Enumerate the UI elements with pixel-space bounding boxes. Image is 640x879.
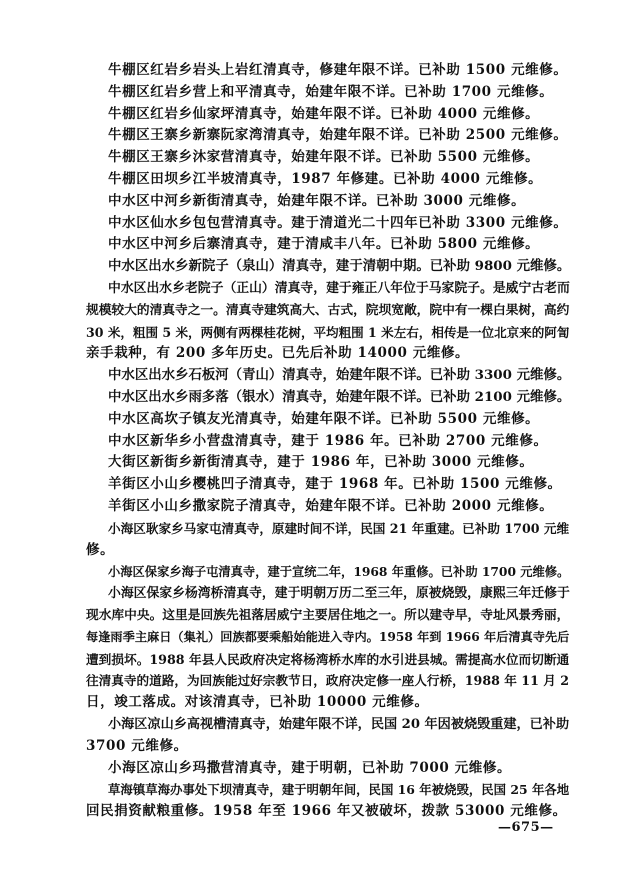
text-line: 中水区中河乡新街清真寺，始建年限不详。已补助 3000 元维修。	[108, 192, 526, 209]
text-line: 羊街区小山乡樱桃凹子清真寺，建于 1968 年。已补助 1500 元维修。	[108, 476, 562, 493]
text-line: 草海镇草海办事处下坝清真寺，建于明朝年间，民国 16 年被烧毁，民国 25 年各地	[108, 782, 570, 798]
text-line: 中水区仙水乡包包营清真寺。建于清道光二十四年已补助 3300 元维修。	[108, 214, 568, 231]
text-line: 中水区出水乡雨多落（银水）清真寺，始建年限不详。已补助 2100 元维修。	[108, 389, 571, 405]
text-line: 回民捐资献粮重修。1958 年至 1966 年又被破坏，拨款 53000 元维修。	[86, 803, 567, 820]
text-line: 中水区出水乡新院子（泉山）清真寺，建于清朝中期。已补助 9800 元维修。	[108, 258, 571, 275]
text-line: 日，竣工落成。对该清真寺，已补助 10000 元维修。	[86, 694, 429, 711]
text-line: 30 米，粗围 5 米，两侧有两棵桂花树，平均粗围 1 米左右，相传是一位北京来的阿訇	[86, 324, 570, 340]
text-line: 现水库中央。这里是回族先祖落居威宁主要居住地之一。所以建寺早，寺址风景秀丽，	[86, 608, 570, 623]
text-line: 每逢雨季主麻日（集礼）回族都要乘船始能进入寺内。1958 年到 1966 年后清真寺先后	[86, 629, 570, 644]
text-line: 亲手栽种，有 200 多年历史。已先后补助 14000 元维修。	[86, 345, 470, 362]
text-line: 小海区耿家乡马家屯清真寺，原建时间不详，民国 21 年重建。已补助 1700 元维	[108, 520, 570, 536]
text-line: 牛棚区王寨乡沐家营清真寺，始建年限不详。已补助 5500 元维修。	[108, 149, 540, 166]
text-line: 牛棚区红岩乡岩头上岩红清真寺，修建年限不详。已补助 1500 元维修。	[108, 62, 568, 78]
page-number: —675—	[498, 820, 554, 835]
text-line: 规模较大的清真寺之一。清真寺建筑高大、古式，院坝宽敞，院中有一棵白果树，高约	[86, 302, 570, 318]
text-line: 小海区保家乡杨湾桥清真寺，建于明朝万历二至三年，原被烧毁，康熙三年迁修于	[108, 586, 570, 602]
text-line: 往清真寺的道路，为回族能过好宗教节日，政府决定修一座人行桥，1988 年 11 月 2	[86, 673, 570, 689]
text-line: 修。	[86, 541, 115, 558]
text-line: 中水区出水乡老院子（正山）清真寺，建于雍正八年位于马家院子。是威宁古老而	[108, 281, 570, 296]
text-line: 中水区出水乡石板河（青山）清真寺，始建年限不详。已补助 3300 元维修。	[108, 367, 571, 384]
text-line: 小海区凉山乡高视槽清真寺，始建年限不详，民国 20 年因被烧毁重建，已补助	[108, 717, 570, 732]
text-line: 羊街区小山乡撒家院子清真寺，始建年限不详。已补助 2000 元维修。	[108, 498, 554, 514]
text-line: 3700 元维修。	[86, 737, 188, 754]
text-line: 牛棚区红岩乡营上和平清真寺，始建年限不详。已补助 1700 元维修。	[108, 83, 554, 100]
text-line: 大街区新街乡新街清真寺，建于 1986 年，已补助 3000 元维修。	[108, 454, 534, 471]
text-line: 牛棚区红岩乡仙家坪清真寺，始建年限不详。已补助 4000 元维修。	[108, 105, 540, 122]
text-line: 小海区保家乡海子屯清真寺，建于宣统二年，1968 年重修。已补助 1700 元维修。	[108, 564, 570, 580]
text-line: 牛棚区田坝乡江半坡清真寺，1987 年修建。已补助 4000 元维修。	[108, 171, 543, 187]
text-line: 中水区新华乡小营盘清真寺，建于 1986 年。已补助 2700 元维修。	[108, 432, 548, 449]
text-line: 遭到损坏。1988 年县人民政府决定将杨湾桥水库的水引进县城。需提高水位而切断通	[86, 651, 570, 667]
text-line: 牛棚区王寨乡新寨阮家湾清真寺，始建年限不详。已补助 2500 元维修。	[108, 127, 568, 144]
text-line: 中水区高坎子镇友光清真寺，始建年限不详。已补助 5500 元维修。	[108, 410, 540, 427]
text-line: 中水区中河乡后寨清真寺，建于清咸丰八年。已补助 5800 元维修。	[108, 236, 540, 253]
text-line: 小海区凉山乡玛撒营清真寺，建于明朝，已补助 7000 元维修。	[108, 759, 512, 776]
